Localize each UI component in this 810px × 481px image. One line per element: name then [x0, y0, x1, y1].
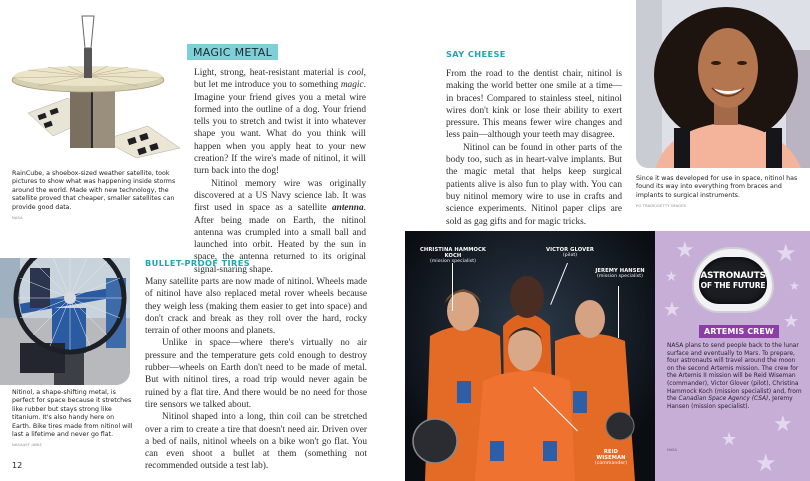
- astronaut-role: (commander): [594, 461, 628, 467]
- tires-paragraph-3: Nitinol shaped into a long, thin coil can be stretched over a rim to create a tire that doesn't need air. Driven over a bed of nails, nitinol wheels on a bike won't go flat. You can even shoot a bullet at them (something not recommended outside a test lab).: [145, 412, 367, 472]
- sidebar-title-line1: ASTRONAUTS: [700, 271, 766, 281]
- magic-metal-paragraph-1: [194, 67, 366, 178]
- hansen-pointer-line: [618, 286, 619, 338]
- page-number: 12: [12, 461, 23, 470]
- text-run: . Imagine your friend gives you a metal wire formed into the outline of a dog. Your friend tells you to stretch and twist it into whatever shape you want. What do you think will happen when you apply heat to your new creation? If the wire's made of nitinol, it will turn back into the dog!: [194, 80, 366, 177]
- astronauts-of-the-future-sidebar: [655, 231, 810, 481]
- say-cheese-heading: SAY CHEESE: [446, 49, 506, 59]
- sidebar-title-line2: OF THE FUTURE: [700, 281, 766, 290]
- helmet-visor: [699, 257, 767, 304]
- text-run: , but let me introduce you to something: [194, 68, 366, 91]
- cheese-paragraph-2: Nitinol can be found in other parts of the body too, such as in heart-valve implants. But the magic metal that helps keep surgical patients alive is also fun to play with. You can buy nitinol memory wire to use in crafts and science experiments. Nitinol paper clips are sold as gag gifts and for magic tricks.: [446, 142, 622, 227]
- cheese-paragraph-1: From the road to the dentist chair, nitinol is making the world better one smile at a time—in braces! Compared to stainless steel, nitinol wires don't kink or lose their ability to exert pressure. This means fewer wire changes and less pain—although your teeth may disagree.: [446, 69, 622, 141]
- girl-caption: [636, 175, 808, 211]
- smiling-girl-photo: [636, 0, 810, 168]
- star-icon: ★: [775, 241, 797, 267]
- satellite-caption-text: RainCube, a shoebox-sized weather satellite, took pictures to show what was happening inside storms around the world. Made with new technology, the satellite proved that cheaper, smaller satellites can provide good data.: [12, 170, 176, 211]
- text-run: NASA plans to send people back to the lunar surface and eventually to Mars. To prepare, four astronauts will travel around the moon on the second Artemis mission. The crew for the Artemis II mission will be Reid Wiseman (commander), Victor Glover (pilot), Christina Hammock Koch (mission specialist) and, from the: [667, 343, 802, 403]
- star-icon: ★: [675, 237, 695, 262]
- artemis-crew-photo: [405, 231, 655, 481]
- say-cheese-body: [446, 68, 622, 228]
- label-koch: [415, 247, 491, 266]
- bike-credit: NASA/JEF JANIS: [12, 443, 42, 448]
- bike-wheel-photo: [0, 258, 130, 385]
- star-icon: ★: [783, 311, 800, 331]
- text-run: Light, strong, heat-resistant material is: [194, 68, 348, 78]
- astronaut-name: JEREMY HANSEN: [595, 268, 645, 274]
- star-icon: ★: [663, 299, 681, 321]
- bullet-proof-tires-heading: BULLET-PROOF TIRES: [145, 258, 250, 268]
- tires-paragraph-1: Many satellite parts are now made of nitinol. Wheels made of nitinol have also replaced metal rover wheels because they weigh less (making them easier to get into space) and don't crack and break as they roll over the hard, rocky terrain of other moons and planets.: [145, 277, 367, 337]
- bullet-proof-tires-body: [145, 276, 367, 473]
- sidebar-body: [667, 343, 803, 411]
- astronaut-role: (pilot): [562, 253, 578, 259]
- bike-caption-text: Nitinol, a shape-shifting metal, is perfect for space because it stretches like rubber but stays strong like titanium. It's also handy here on Earth. Bike tires made from nitinol will last a lifetime and never go flat.: [12, 389, 133, 439]
- koch-pointer-line: [452, 263, 453, 311]
- magic-metal-heading: MAGIC METAL: [187, 44, 278, 60]
- glossary-term-antenna: antenna: [331, 203, 364, 214]
- artemis-crew-badge: ARTEMIS CREW: [699, 325, 779, 338]
- text-run: Nitinol memory wire was originally discovered at a US Navy science lab. It was first used in space as a satellite: [194, 178, 366, 214]
- astronaut-name: CHRISTINA HAMMOCK KOCH: [419, 247, 487, 260]
- girl-caption-text: Since it was developed for use in space, nitinol has found its way into everything from braces and implants to surgical instruments.: [636, 175, 798, 199]
- text-run: . After being made on Earth, the nitinol antenna was crumpled into a small ball and launched into orbit. Heated by the sun in space, the antenna returned to its original signal-snaring shape.: [194, 203, 366, 275]
- astronaut-role: (mission specialist): [596, 274, 644, 280]
- emphasis-magic: magic: [340, 80, 364, 91]
- astronaut-name: VICTOR GLOVER: [545, 247, 594, 253]
- label-glover: [545, 247, 595, 259]
- satellite-credit: NASA: [12, 216, 23, 221]
- sidebar-credit: NASA: [667, 448, 677, 452]
- astronaut-helmet-icon: [692, 247, 774, 313]
- label-hansen: [593, 268, 647, 280]
- emphasis-csa: Canadian Space Agency (CSA): [678, 396, 769, 403]
- girl-credit: PG TRADE/GETTY IMAGES: [636, 204, 687, 209]
- astronaut-name: REID WISEMAN: [596, 449, 626, 462]
- tires-paragraph-2: Unlike in space—where there's virtually no air pressure and the temperature gets cold enough to destroy rubber—wheels on Earth don't need to be made of metal. But with nitinol tires, a road trip would never again be ruined by a flat tire. And there would be no need for those tire sensors we talked about.: [145, 338, 367, 410]
- star-icon: ★: [773, 411, 793, 436]
- astronaut-role: (mission specialist): [429, 259, 477, 265]
- star-icon: ★: [755, 451, 777, 477]
- label-wiseman: [589, 449, 633, 468]
- satellite-caption: [12, 170, 182, 222]
- raincube-satellite-image: [8, 8, 180, 158]
- text-run: , Jeremy Hansen (mission specialist).: [667, 396, 793, 410]
- bike-caption: [12, 389, 134, 450]
- emphasis-cool: cool: [347, 68, 364, 78]
- star-icon: ★: [721, 429, 738, 449]
- star-icon: ★: [789, 279, 800, 293]
- magic-metal-body: [194, 67, 366, 276]
- star-icon: ★: [665, 270, 678, 285]
